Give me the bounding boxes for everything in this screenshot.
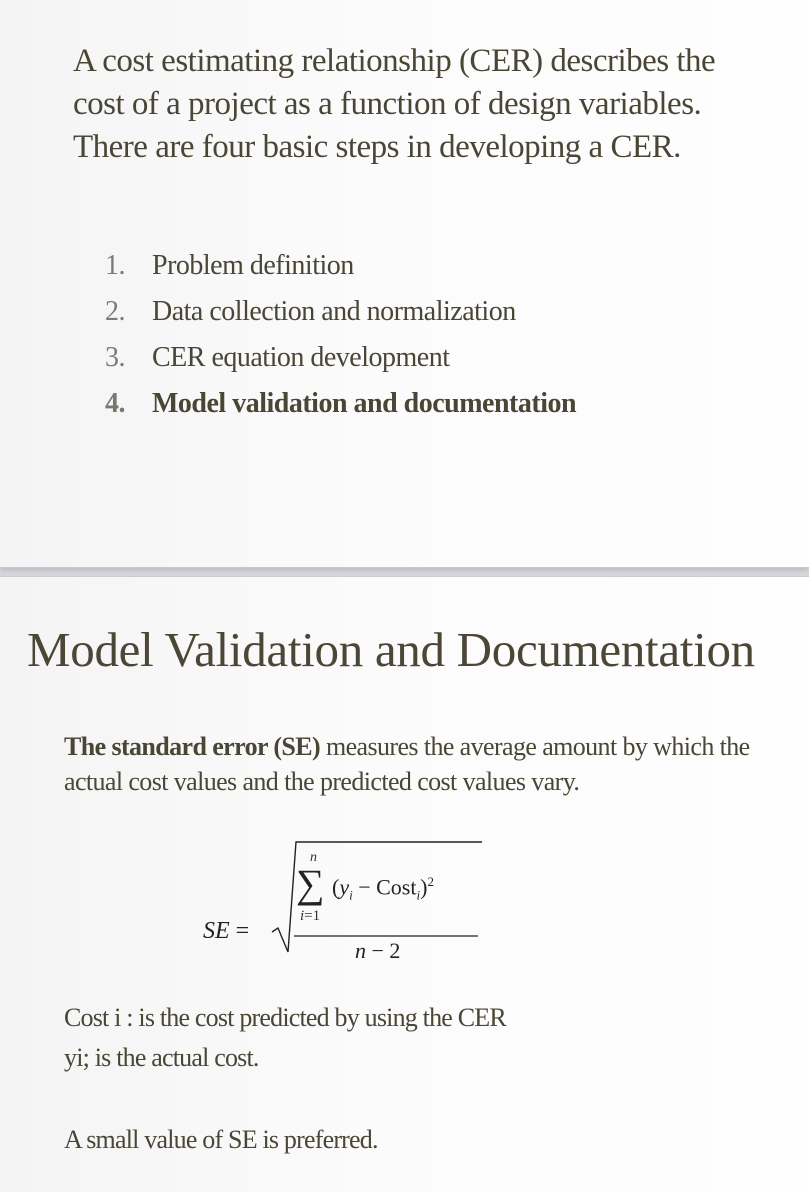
sum-upper-limit: n: [310, 850, 317, 865]
sum-lower-limit: i=1: [300, 908, 321, 924]
formula-denominator: n − 2: [355, 938, 401, 963]
sum-symbol: ∑: [296, 861, 325, 906]
formula-numerator: ($y_i$ − Cost$_i$)$^2$: [332, 874, 434, 903]
steps-list: [105, 246, 576, 430]
list-item: [105, 292, 576, 338]
list-number: 3.: [105, 342, 125, 373]
slide-cer-steps: [0, 0, 809, 568]
list-item-highlighted: [105, 384, 576, 430]
list-number: 4.: [105, 388, 125, 419]
intro-paragraph: A cost estimating relationship (CER) describes the cost of a project as a function of design variables. There are four basic steps in developing a CER.: [73, 43, 716, 165]
se-formula: [198, 832, 498, 972]
list-item: [105, 338, 576, 384]
note-conclusion: A small value of SE is preferred.: [64, 1125, 378, 1154]
list-label: Problem definition: [152, 250, 354, 281]
definition-paragraph: [64, 729, 764, 799]
list-label: Model validation and documentation: [152, 388, 577, 419]
note-y-definition: yi; is the actual cost.: [64, 1043, 259, 1072]
list-label: Data collection and normalization: [152, 296, 516, 327]
definition-text: measures the average amount by which the actual cost values and the predicted cost values vary.: [64, 732, 750, 796]
slide-model-validation: [0, 576, 809, 1192]
list-item: [105, 246, 576, 292]
list-label: CER equation development: [152, 342, 450, 373]
slide-title: Model Validation and Documentation: [27, 622, 755, 677]
definition-term: The standard error (SE): [64, 732, 321, 761]
formula-lhs: SE =: [203, 918, 250, 944]
note-cost-definition: Cost i : is the cost predicted by using the CER: [64, 1003, 506, 1032]
list-number: 2.: [105, 296, 125, 327]
list-number: 1.: [105, 250, 125, 281]
